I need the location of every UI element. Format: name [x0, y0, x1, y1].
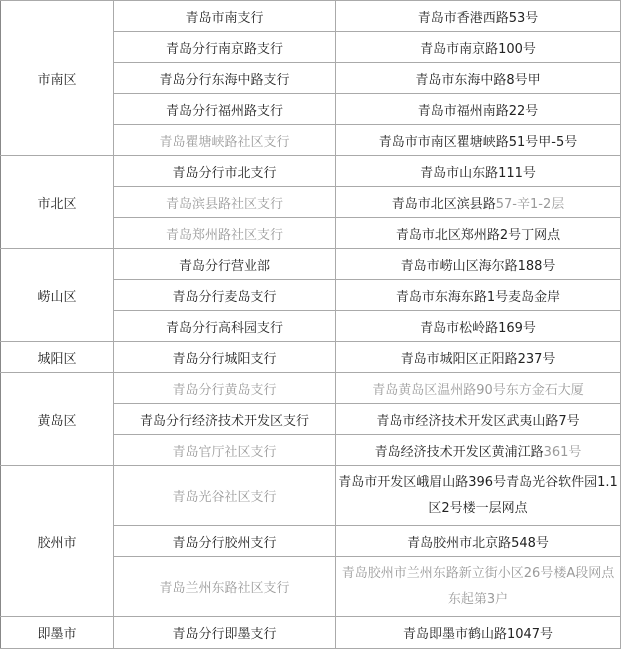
address-text: 青岛黄岛区温州路90号东方金石大厦 — [372, 382, 584, 398]
branch-address-cell — [336, 373, 621, 404]
district-cell: 市北区 — [1, 156, 114, 249]
branch-address-cell — [336, 1, 621, 32]
address-text: 青岛市南京路100号 — [420, 41, 536, 57]
branch-name-cell: 青岛分行市北支行 — [114, 156, 336, 187]
branch-address-cell — [336, 404, 621, 435]
district-cell: 黄岛区 — [1, 373, 114, 466]
district-cell: 即墨市 — [1, 617, 114, 649]
branch-address-cell — [336, 32, 621, 63]
branch-name-cell: 青岛分行胶州支行 — [114, 526, 336, 557]
branch-name-cell: 青岛滨县路社区支行 — [114, 187, 336, 218]
branch-name-cell: 青岛分行黄岛支行 — [114, 373, 336, 404]
address-text: 青岛胶州市北京路548号 — [407, 535, 549, 551]
address-text: 青岛市东海中路8号甲 — [415, 72, 541, 88]
address-text: 青岛胶州市兰州东路新立街小区26号楼A段网点东起第3户 — [341, 565, 615, 607]
address-text: 青岛市北区郑州路2号丁网点 — [395, 227, 561, 243]
address-text: 青岛市市南区瞿塘峡路51号甲-5号 — [378, 134, 578, 150]
table-row — [1, 1, 621, 32]
address-text: 青岛市东海东路1号麦岛金岸 — [395, 289, 561, 305]
address-tail-text: 361号 — [543, 444, 582, 460]
branch-name-cell: 青岛兰州东路社区支行 — [114, 557, 336, 617]
branch-name-cell: 青岛分行即墨支行 — [114, 617, 336, 649]
table-row — [1, 373, 621, 404]
branch-name-cell: 青岛分行南京路支行 — [114, 32, 336, 63]
branch-address-cell — [336, 94, 621, 125]
branch-address-cell — [336, 557, 621, 617]
address-text: 青岛市崂山区海尔路188号 — [400, 258, 556, 274]
branch-name-cell: 青岛瞿塘峡路社区支行 — [114, 125, 336, 156]
district-cell: 城阳区 — [1, 342, 114, 373]
branch-address-cell — [336, 617, 621, 649]
district-cell: 胶州市 — [1, 466, 114, 617]
branch-address-cell — [336, 435, 621, 466]
address-text: 青岛市山东路111号 — [420, 165, 536, 181]
address-text: 青岛即墨市鹤山路1047号 — [402, 627, 554, 642]
branch-name-cell: 青岛光谷社区支行 — [114, 466, 336, 526]
branch-address-cell — [336, 187, 621, 218]
branch-address-cell — [336, 311, 621, 342]
table-row — [1, 617, 621, 649]
address-text: 青岛市北区滨县路 — [391, 196, 496, 212]
branch-name-cell: 青岛郑州路社区支行 — [114, 218, 336, 249]
branch-name-cell: 青岛分行东海中路支行 — [114, 63, 336, 94]
branch-name-cell: 青岛市南支行 — [114, 1, 336, 32]
branch-name-cell: 青岛分行高科园支行 — [114, 311, 336, 342]
district-cell: 市南区 — [1, 1, 114, 156]
address-text: 青岛市松岭路169号 — [420, 320, 536, 336]
address-text: 青岛市经济技术开发区武夷山路7号 — [376, 413, 580, 429]
branch-name-cell: 青岛分行营业部 — [114, 249, 336, 280]
branch-name-cell: 青岛官厅社区支行 — [114, 435, 336, 466]
table-row — [1, 466, 621, 526]
table-row — [1, 342, 621, 373]
branch-address-cell — [336, 466, 621, 526]
address-text: 青岛市福州南路22号 — [417, 103, 539, 119]
table-row — [1, 249, 621, 280]
branch-address-cell — [336, 125, 621, 156]
address-text: 青岛市城阳区正阳路237号 — [400, 351, 556, 367]
branch-address-cell — [336, 218, 621, 249]
branch-address-cell — [336, 249, 621, 280]
address-tail-text: 57-辛1-2层 — [495, 196, 565, 212]
branch-address-cell — [336, 63, 621, 94]
address-text: 青岛市开发区峨眉山路396号青岛光谷软件园1.1区2号楼一层网点 — [338, 474, 618, 516]
branch-address-cell — [336, 280, 621, 311]
branch-address-cell — [336, 526, 621, 557]
branch-name-cell: 青岛分行经济技术开发区支行 — [114, 404, 336, 435]
branch-address-cell — [336, 342, 621, 373]
branch-address-cell — [336, 156, 621, 187]
address-text: 青岛市香港西路53号 — [417, 10, 539, 26]
branch-name-cell: 青岛分行麦岛支行 — [114, 280, 336, 311]
branch-name-cell: 青岛分行城阳支行 — [114, 342, 336, 373]
branch-name-cell: 青岛分行福州路支行 — [114, 94, 336, 125]
table-row — [1, 156, 621, 187]
address-text: 青岛经济技术开发区黄浦江路 — [374, 444, 544, 460]
district-cell: 崂山区 — [1, 249, 114, 342]
branch-table-body — [1, 1, 621, 649]
